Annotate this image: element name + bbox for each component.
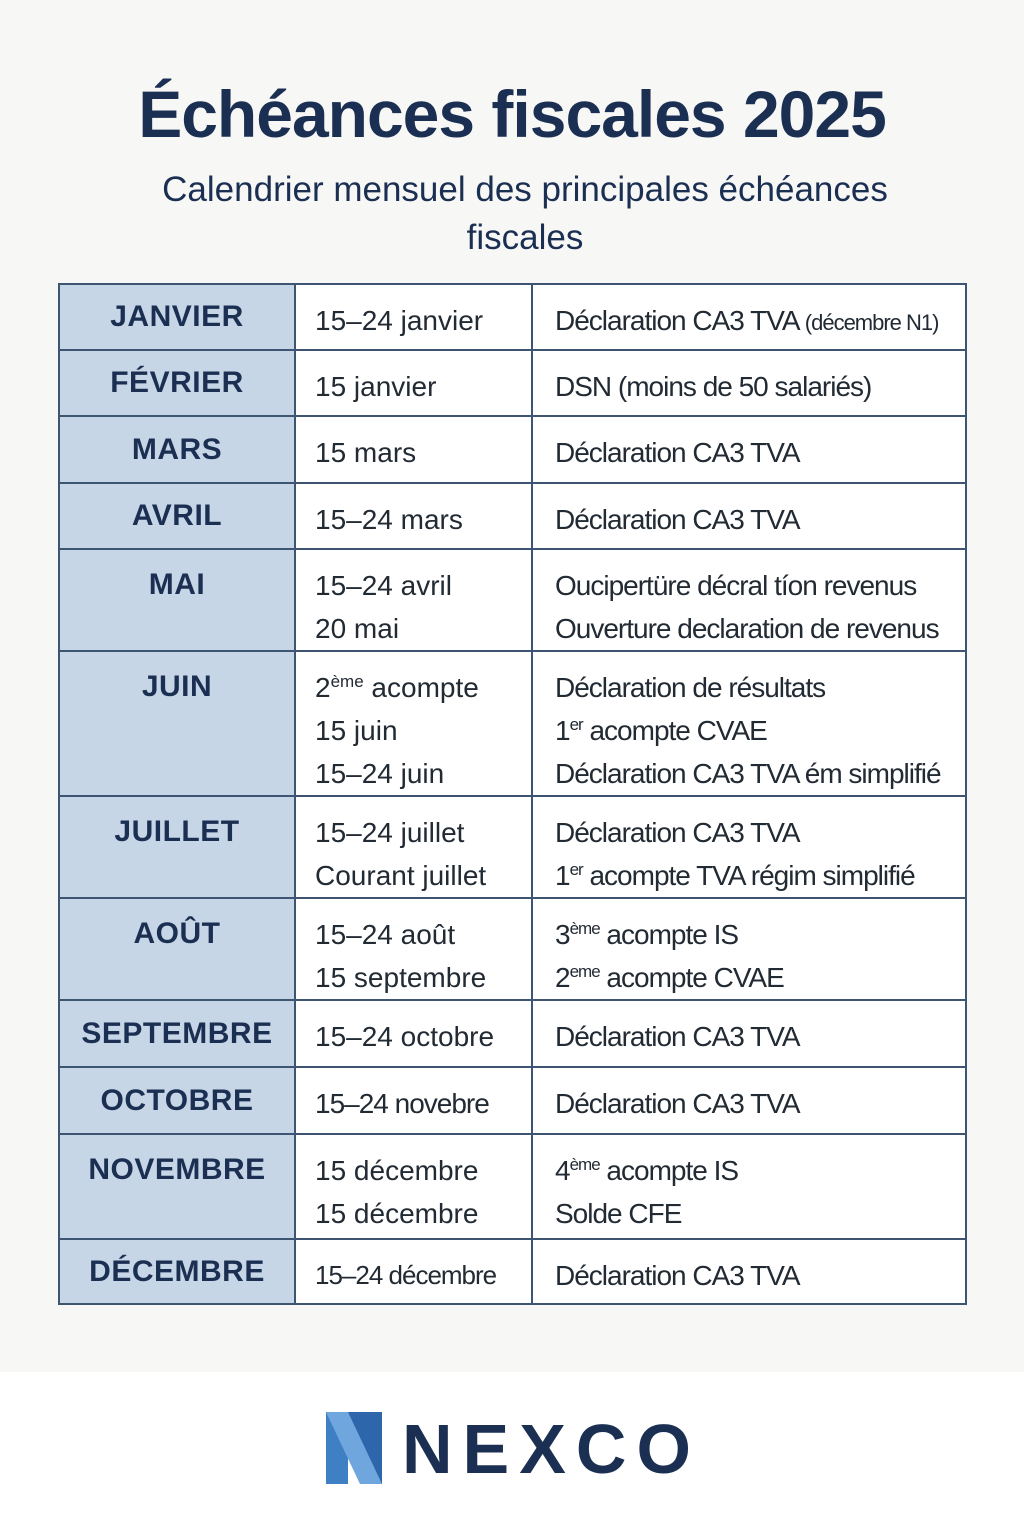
date-line: 2ème acompte [315, 672, 479, 703]
month-cell [59, 1239, 295, 1304]
month-cell [59, 796, 295, 898]
task-line: 3ème acompte IS [555, 919, 739, 950]
month-label: AVRIL [131, 499, 223, 532]
date-line: 20 mai [315, 613, 400, 644]
task-note: (décembre N1) [804, 310, 939, 335]
task-line: DSN (moins de 50 salariés) [555, 371, 872, 402]
date-cell [295, 898, 532, 1000]
schedule-row [59, 549, 966, 651]
task-line: Déclaration de résultats [555, 672, 826, 703]
date-cell [295, 1067, 532, 1134]
schedule-row [59, 350, 966, 416]
date-cell [295, 350, 532, 416]
month-label: OCTOBRE [100, 1083, 254, 1117]
date-cell [295, 284, 532, 350]
month-cell [59, 1000, 295, 1067]
task-line: Déclaration CA3 TVA [555, 437, 800, 468]
schedule-row [59, 1239, 966, 1304]
month-label: FÉVRIER [110, 366, 244, 399]
date-line: 15–24 mars [315, 504, 463, 535]
date-cell [295, 416, 532, 483]
page-title: Échéances fiscales 2025 [138, 77, 886, 151]
schedule-row [59, 284, 966, 350]
nexco-logo-icon [326, 1412, 382, 1484]
month-cell [59, 651, 295, 796]
schedule-row [59, 1000, 966, 1067]
schedule-row [59, 1067, 966, 1134]
date-cell [295, 1134, 532, 1239]
task-cell [532, 416, 966, 483]
date-line: 15–24 août [315, 919, 456, 950]
schedule-row [59, 416, 966, 483]
month-label: MAI [148, 568, 206, 601]
task-line: Déclaration CA3 TVA [555, 1260, 800, 1291]
month-label: SEPTEMBRE [81, 1016, 273, 1050]
date-cell [295, 1000, 532, 1067]
date-cell [295, 549, 532, 651]
month-cell [59, 1067, 295, 1134]
deadline-table [58, 283, 967, 1305]
task-cell [532, 796, 966, 898]
task-cell [532, 1134, 966, 1239]
task-line: Déclaration CA3 TVA [555, 1088, 800, 1119]
task-cell [532, 1239, 966, 1304]
task-line: Ouverture declaration de revenus [555, 613, 939, 644]
date-line: 15 septembre [315, 962, 487, 993]
month-label: MARS [131, 432, 223, 466]
task-cell [532, 1067, 966, 1134]
month-label: JUIN [141, 670, 213, 703]
task-cell [532, 651, 966, 796]
date-line: 15 décembre [315, 1198, 479, 1229]
task-line: Oucipertüre décral tíon revenus [555, 570, 917, 601]
task-cell [532, 898, 966, 1000]
date-cell [295, 651, 532, 796]
task-cell [532, 549, 966, 651]
month-cell [59, 416, 295, 483]
task-line: Déclaration CA3 TVA [555, 504, 800, 535]
nexco-logo [326, 1410, 706, 1488]
task-cell [532, 284, 966, 350]
schedule-row [59, 1134, 966, 1239]
task-line: 1er acompte TVA régim simplifié [555, 860, 915, 891]
date-line: 15 décembre [315, 1155, 479, 1186]
date-line: 15–24 juin [315, 758, 445, 789]
date-line: 15 mars [315, 437, 417, 468]
date-line: 15–24 avril [315, 570, 452, 601]
date-line: 15–24 décembre [315, 1260, 497, 1290]
date-line: 15 juin [315, 715, 398, 746]
task-cell [532, 1000, 966, 1067]
month-cell [59, 284, 295, 350]
month-label: NOVEMBRE [88, 1153, 266, 1186]
month-cell [59, 1134, 295, 1239]
month-cell [59, 549, 295, 651]
month-label: AOÛT [133, 917, 221, 950]
date-line: 15–24 juillet [315, 817, 465, 848]
month-label: JUILLET [114, 815, 240, 848]
schedule-row [59, 796, 966, 898]
task-line: Déclaration CA3 TVA [555, 1021, 800, 1052]
month-cell [59, 483, 295, 549]
page-subtitle: Calendrier mensuel des principales échéances fiscales [162, 170, 888, 257]
task-line: 2eme acompte CVAE [555, 962, 784, 993]
date-cell [295, 483, 532, 549]
date-line: 15–24 janvier [315, 305, 484, 336]
task-line: Déclaration CA3 TVA [555, 817, 800, 848]
task-line: Solde CFE [555, 1198, 682, 1229]
date-line: Courant juillet [315, 860, 487, 891]
month-label: DÉCEMBRE [89, 1254, 265, 1288]
month-label: JANVIER [110, 300, 244, 333]
date-line: 15–24 novebre [315, 1088, 489, 1119]
task-line: Déclaration CA3 TVA (décembre N1) [555, 305, 939, 336]
month-cell [59, 898, 295, 1000]
schedule-row [59, 651, 966, 796]
date-cell [295, 796, 532, 898]
task-line: 1er acompte CVAE [555, 715, 767, 746]
date-line: 15 janvier [315, 371, 437, 402]
month-cell [59, 350, 295, 416]
task-cell [532, 483, 966, 549]
task-line: Déclaration CA3 TVA ém simplifié [555, 758, 941, 789]
date-cell [295, 1239, 532, 1304]
schedule-row [59, 898, 966, 1000]
schedule-row [59, 483, 966, 549]
task-cell [532, 350, 966, 416]
date-line: 15–24 octobre [315, 1021, 495, 1052]
task-line: 4ème acompte IS [555, 1155, 739, 1186]
brand-name: NEXCO [402, 1410, 701, 1488]
